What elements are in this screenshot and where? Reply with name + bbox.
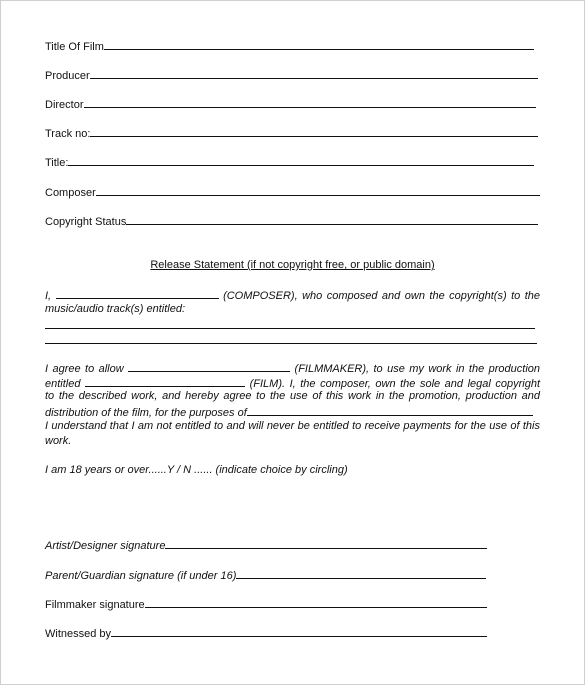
field-label: Title Of Film (45, 41, 104, 53)
track-title-line-1[interactable] (45, 328, 535, 329)
composer-name-line[interactable] (56, 287, 219, 299)
release-line-2: music/audio track(s) entitled: (45, 303, 185, 315)
signature-label: Witnessed by (45, 628, 112, 640)
release-line-7: I understand that I am not entitled to and will never be entitled to receive payments for the use of this (45, 420, 540, 432)
field-copyright-status[interactable] (45, 213, 538, 229)
witness-signature-field[interactable] (45, 625, 487, 641)
signature-line[interactable] (165, 537, 487, 549)
field-label: Title: (45, 157, 69, 169)
field-line[interactable] (90, 125, 538, 137)
purposes-line[interactable] (247, 404, 533, 416)
field-line[interactable] (104, 38, 534, 50)
release-line-5: to the described work, and hereby agree to the use of this work in the promotion, production and (45, 390, 540, 402)
field-label: Composer (45, 187, 96, 199)
field-line[interactable] (68, 154, 534, 166)
field-label: Director (45, 99, 84, 111)
release-heading: Release Statement (if not copyright free, or public domain) (150, 259, 435, 271)
field-label: Copyright Status (45, 216, 127, 228)
field-composer[interactable] (45, 184, 540, 200)
field-line[interactable] (126, 213, 538, 225)
field-track-no[interactable] (45, 125, 538, 141)
filmmaker-name-line[interactable] (128, 360, 290, 372)
filmmaker-signature-field[interactable] (45, 596, 487, 612)
signature-line[interactable] (145, 596, 487, 608)
field-title[interactable] (45, 154, 534, 170)
signature-line[interactable] (111, 625, 487, 637)
field-director[interactable] (45, 96, 536, 112)
field-line[interactable] (90, 67, 538, 79)
release-line-1: I, (COMPOSER), who composed and own the copyright(s) to the (45, 287, 540, 303)
field-line[interactable] (96, 184, 540, 196)
parent-signature-field[interactable] (45, 567, 486, 583)
release-line-8: work. (45, 435, 72, 447)
signature-label: Artist/Designer signature (45, 540, 166, 552)
track-title-line-2[interactable] (45, 343, 537, 344)
signature-label: Filmmaker signature (45, 599, 145, 611)
artist-signature-field[interactable] (45, 537, 487, 553)
release-line-4: entitled (FILM). I, the composer, own the sole and legal copyright (45, 375, 540, 391)
signature-line[interactable] (236, 567, 486, 579)
field-line[interactable] (84, 96, 536, 108)
field-label: Track no: (45, 128, 91, 140)
field-title-of-film[interactable] (45, 38, 534, 54)
signature-label: Parent/Guardian signature (if under 16) (45, 570, 237, 582)
release-line-6: distribution of the film, for the purposes of (45, 404, 533, 420)
film-name-line[interactable] (85, 375, 245, 387)
field-label: Producer (45, 70, 90, 82)
age-statement: I am 18 years or over......Y / N ...... (indicate choice by circling) (45, 464, 348, 476)
field-producer[interactable] (45, 67, 538, 83)
release-line-3: I agree to allow (FILMMAKER), to use my work in the production (45, 360, 540, 376)
